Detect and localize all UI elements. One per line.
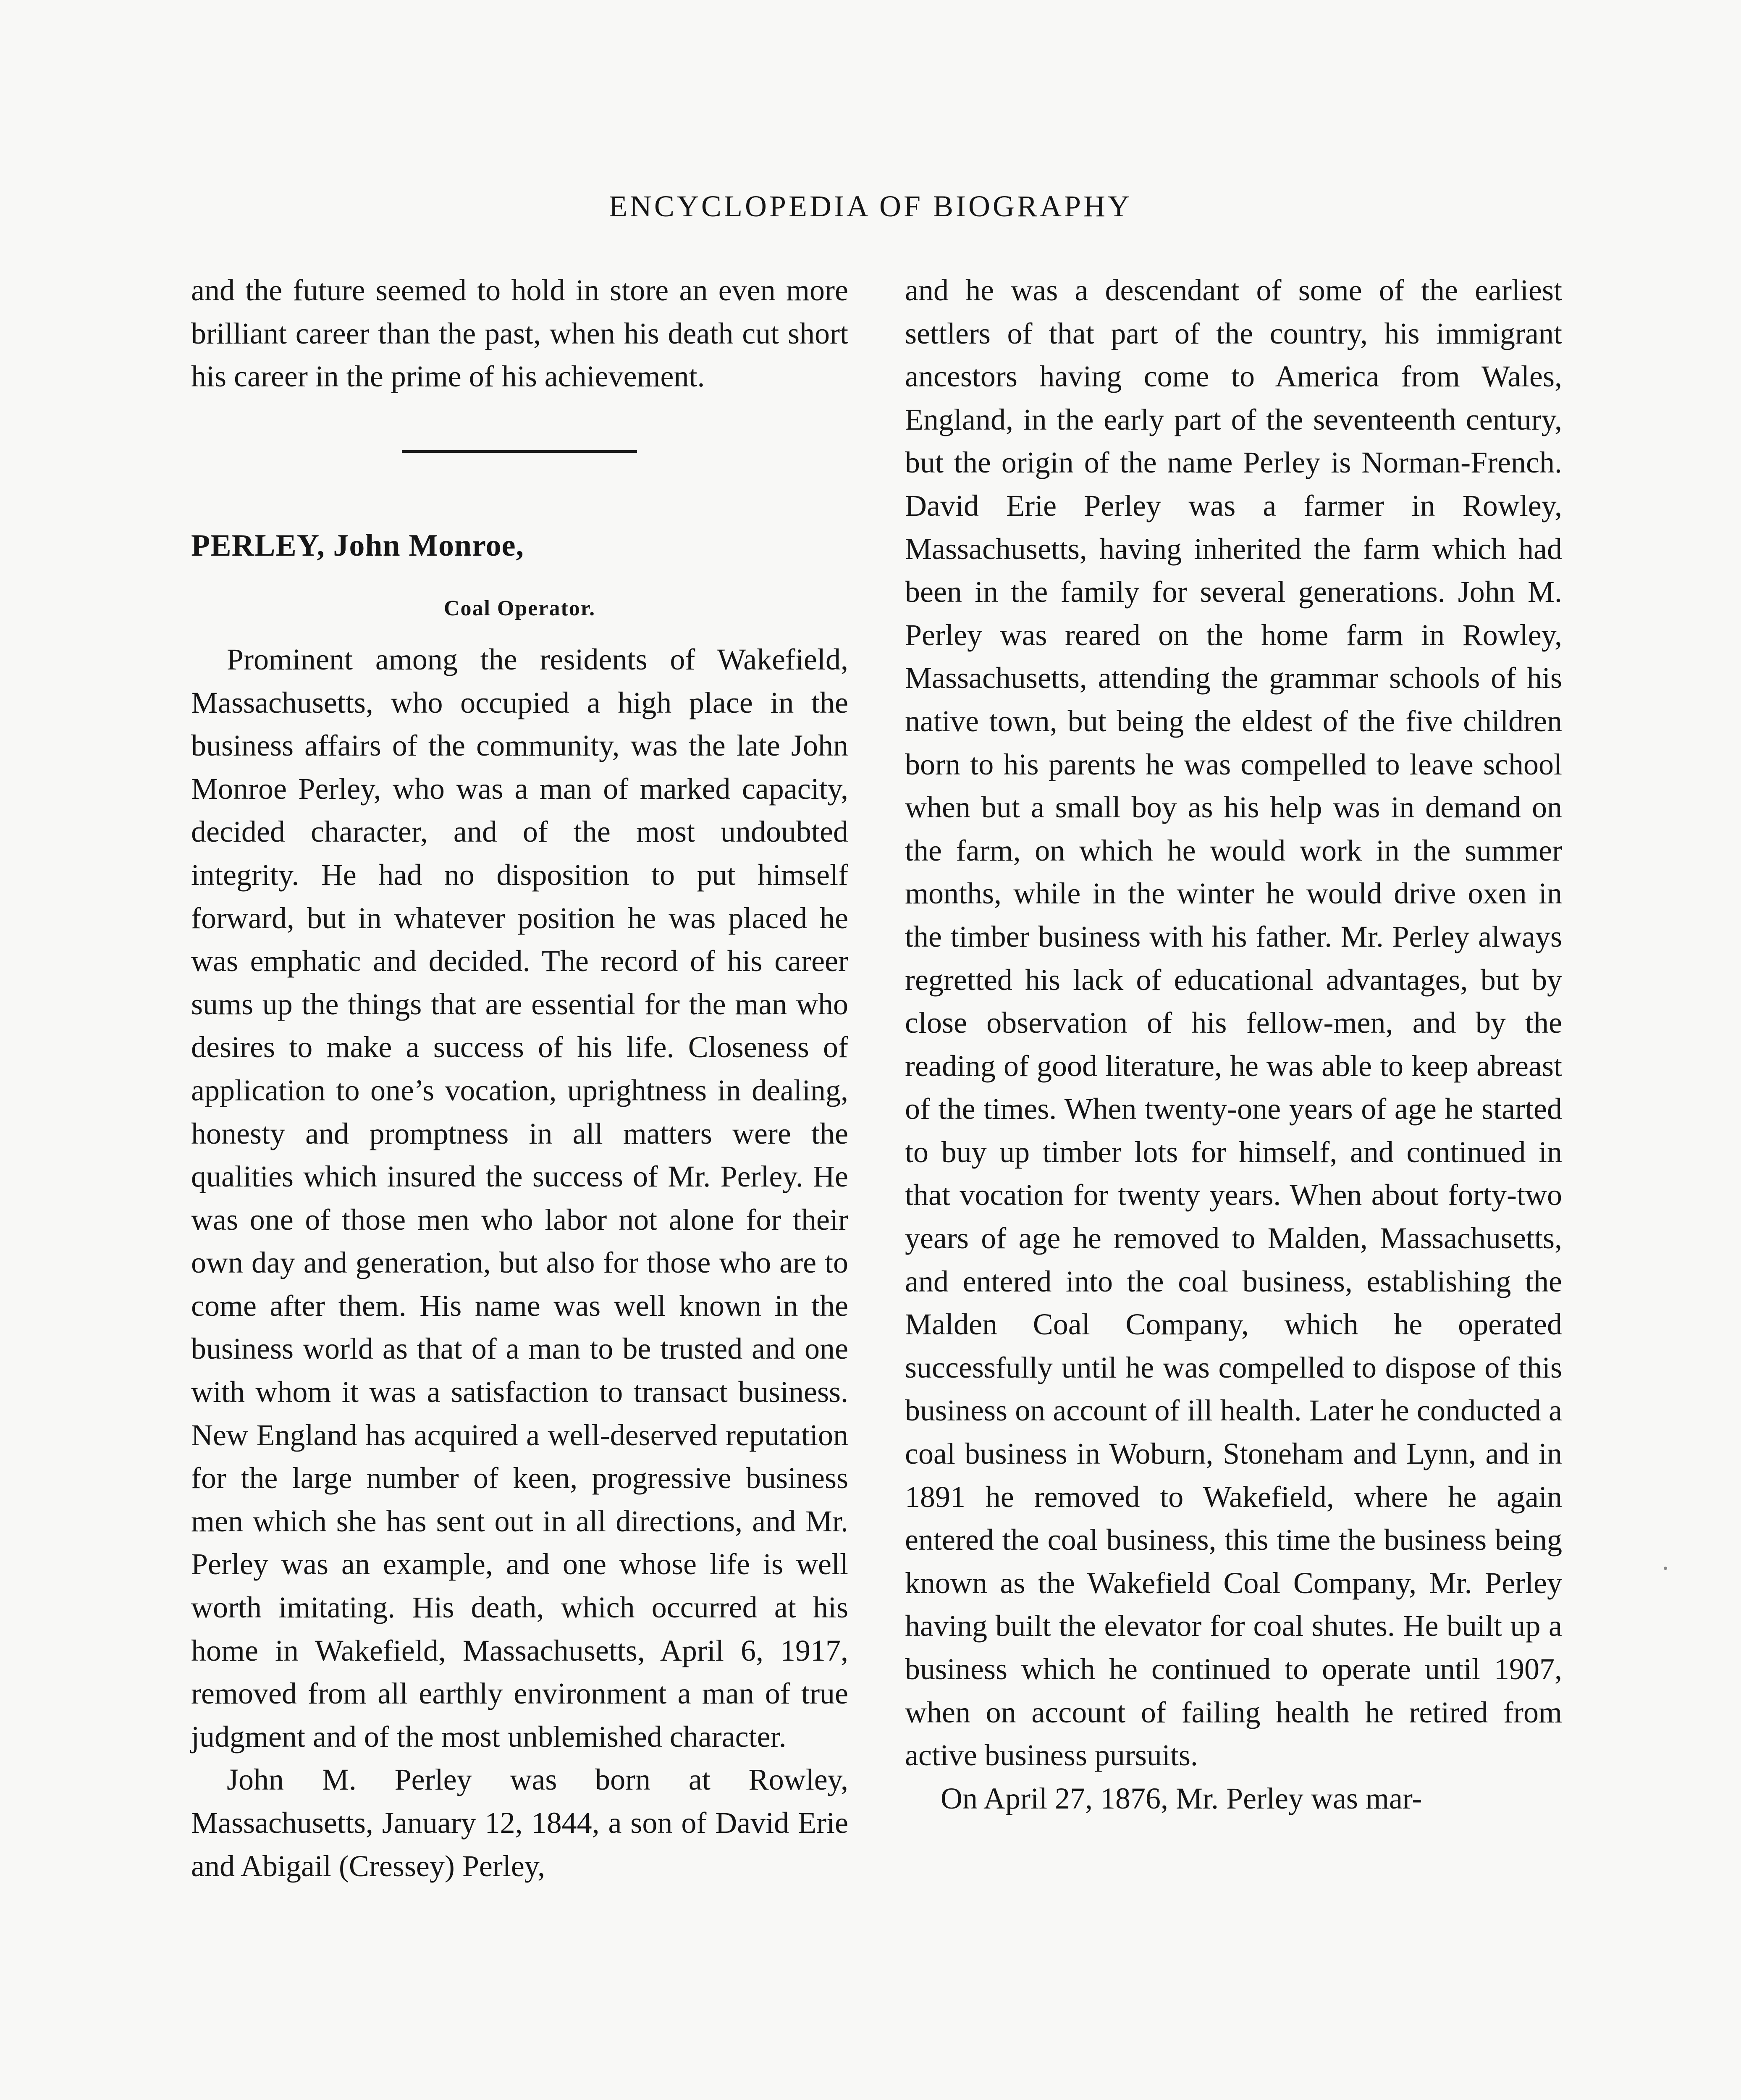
birth-paragraph: John M. Perley was born at Rowley, Massachusetts, January 12, 1844, a son of David Erie and Abigail (Cressey) Perley, xyxy=(191,1763,848,1883)
section-divider xyxy=(402,450,637,453)
biography-paragraph: Prominent among the residents of Wakefield, Massachusetts, who occupied a high place in the business affairs of the community, was the late John Monroe Perley, who was a man of marked capacity, decided character, and of the most undoubted integrity. He had no disposition to put himself forward, but in whatever position he was placed he was emphatic and decided. The record of his career sums up the things that are essential for the man who desires to make a success of his life. Closeness of application to one’s vocation, uprightness in dealing, honesty and promptness in all matters were the qualities which insured the success of Mr. Perley. He was one of those men who labor not alone for their own day and generation, but also for those who are to come after them. His name was well known in the business world as that of a man to be trusted and one with whom it was a satisfaction to transact business. New England has acquired a well-deserved reputation for the large number of keen, progressive business men which she has sent out in all directions, and Mr. Perley was an example, and one whose life is well worth imitating. His death, which occurred at his home in Wakefield, Massachusetts, April 6, 1917, removed from all earthly environment a man of true judgment and of the most unblemished character. xyxy=(191,642,848,1754)
marriage-paragraph: On April 27, 1876, Mr. Perley was mar- xyxy=(941,1781,1422,1815)
entry-occupation: Coal Operator. xyxy=(443,596,596,621)
continuation-paragraph: and he was a descendant of some of the earliest settlers of that part of the country, his immigrant ancestors having come to America from Wales, England, in the early part of the seventeenth century, but the origin of the name Perley is Norman-French. David Erie Perley was a farmer in Rowley, Massachusetts, having inherited the farm which had been in the family for several generations. John M. Perley was reared on the home farm in Rowley, Massachusetts, attending the grammar schools of his native town, but being the eldest of the five children born to his parents he was compelled to leave school when but a small boy as his help was in demand on the farm, on which he would work in the summer months, while in the winter he would drive oxen in the timber business with his father. Mr. Perley always regretted his lack of educational advantages, but by close observation of his fellow-men, and by the reading of good literature, he was able to keep abreast of the times. When twenty-one years of age he started to buy up timber lots for himself, and continued in that vocation for twenty years. When about forty-two years of age he removed to Malden, Massachusetts, and entered into the coal business, establishing the Malden Coal Company, which he operated successfully until he was compelled to dispose of this business on account of ill health. Later he conducted a coal business in Woburn, Stoneham and Lynn, and in 1891 he removed to Wakefield, where he again entered the coal business, this time the business being known as the Wakefield Coal Company, Mr. Perley having built the elevator for coal shutes. He built up a business which he continued to operate until 1907, when on account of failing health he retired from active business pursuits. xyxy=(905,273,1562,1772)
print-speck xyxy=(1664,1567,1667,1570)
carryover-paragraph: and the future seemed to hold in store an even more brilliant career than the past, when his death cut short his career in the prime of his achievement. xyxy=(191,273,848,394)
right-column xyxy=(905,269,1562,1820)
entry-heading: PERLEY, John Monroe, xyxy=(191,528,524,563)
running-head: ENCYCLOPEDIA OF BIOGRAPHY xyxy=(608,189,1133,223)
left-column xyxy=(191,269,848,1887)
